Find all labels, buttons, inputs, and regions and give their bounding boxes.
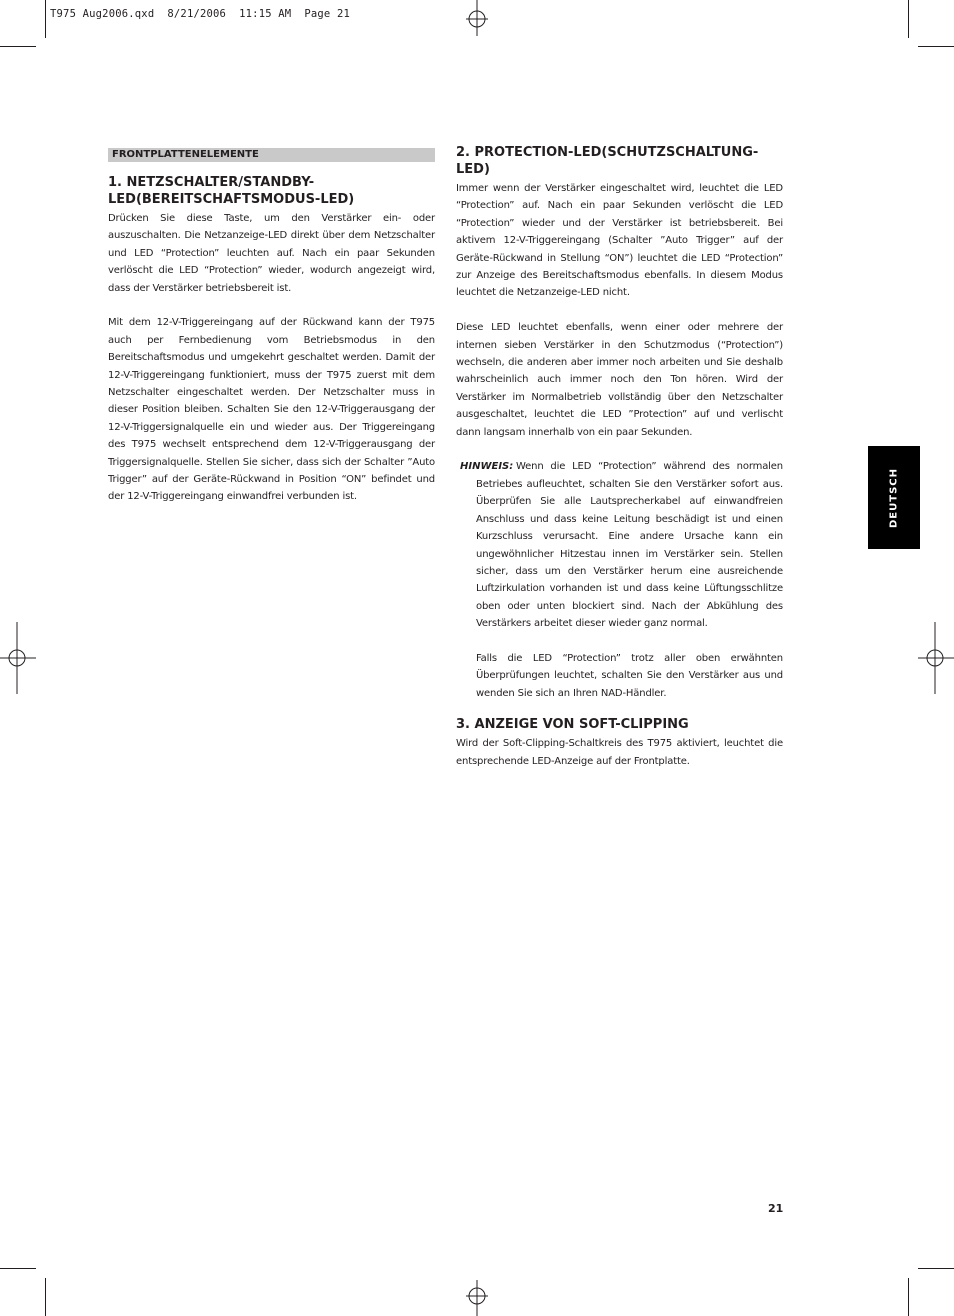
crop-mark-icon [918, 1268, 954, 1269]
note-paragraph [476, 458, 783, 632]
crop-mark-icon [0, 46, 36, 47]
note-paragraph: Falls die LED “Protection” trotz aller oben erwähnten Überprüfungen leuchtet, schalten Sie den Verstärker aus und wenden Sie sich an Ihren NAD-Händler. [476, 652, 783, 699]
left-column [108, 148, 435, 506]
crop-mark-icon [908, 1278, 909, 1316]
paragraph: Diese LED leuchtet ebenfalls, wenn einer oder mehrere der internen sieben Verstärker in den Schutzmodus (“Protection”) wechseln, die anderen aber immer noch arbeiten und Sie deshalb wahrscheinlich auch immer noch den Ton hören. Wird der Verstärker im Normalbetrieb vollständig über den Netzschalter ausgeschaltet, leuchtet die LED ”Protection” auf und verlischt dann langsam innerhalb von ein paar Sekunden. [456, 322, 783, 438]
heading-soft-clipping: 3. ANZEIGE VON SOFT-CLIPPING [456, 717, 689, 733]
registration-mark-icon [0, 622, 36, 694]
paragraph: Mit dem 12-V-Triggereingang auf der Rückwand kann der T975 auch per Fernbedienung vom Betriebsmodus in den Bereitschaftsmodus und umgekehrt geschaltet werden. Damit der 12-V-Triggereingang funktioniert, muss der T975 zuerst mit dem Netzschalter eingeschaltet werden. Der Netzschalter muss in dieser Position bleiben. Schalten Sie den 12-V-Triggerausgang der 12-V-Triggersignalquelle ein und wieder aus. Der Triggereingang des T975 wechselt entsprechend dem 12-V-Triggerausgang der Triggersignalquelle. Stellen Sie sicher, dass sich der Schalter ”Auto Trigger” auf der Geräte-Rückwand in Position “ON” befindet und der 12-V-Triggereingang einwandfrei verbunden ist. [108, 317, 435, 503]
slug-line: T975 Aug2006.qxd 8/21/2006 11:15 AM Page 21 [50, 8, 350, 20]
crop-mark-icon [45, 1278, 46, 1316]
paragraph: Drücken Sie diese Taste, um den Verstärker ein- oder auszuschalten. Die Netzanzeige-LED direkt über dem Netzschalter und LED “Protection” leuchten auf. Nach ein paar Sekunden verlöscht die LED “Protection” wieder, wodurch angezeigt wird, dass der Verstärker betriebsbereit ist. [108, 213, 435, 294]
heading-netzschalter: 1. NETZSCHALTER/STANDBY-LED(BEREITSCHAFTSMODUS-LED) [108, 175, 355, 207]
paragraph: Wird der Soft-Clipping-Schaltkreis des T975 aktiviert, leuchtet die entsprechende LED-Anzeige auf der Frontplatte. [456, 738, 783, 767]
note-label: HINWEIS: [460, 461, 514, 473]
crop-mark-icon [0, 1268, 36, 1269]
registration-mark-icon [466, 1280, 488, 1316]
note-block [456, 458, 783, 702]
registration-mark-icon [466, 0, 488, 36]
note-text: Wenn die LED “Protection” während des normalen Betriebes aufleuchtet, schalten Sie den Verstärker sofort aus. Überprüfen Sie alle Lautsprecherkabel auf einwandfreien Anschluss und dass keine Leitung beschädigt ist und einen Kurzschluss verursacht. Eine andere Ursache kann ein ungewöhnlicher Hitzestau innen im Verstärker sein. Stellen sicher, dass um den Verstärker herum eine ausreichende Luftzirkulation vorhanden ist und dass keine Lüftungsschlitze oben oder unten blockiert sind. Nach der Abkühlung des Verstärkers arbeitet dieser wieder ganz normal. [476, 461, 783, 630]
language-tab-label: DEUTSCH [888, 467, 900, 528]
section-header: FRONTPLATTENELEMENTE [108, 148, 435, 162]
heading-protection-led: 2. PROTECTION-LED(SCHUTZSCHALTUNG-LED) [456, 145, 759, 177]
crop-mark-icon [45, 0, 46, 38]
page-number: 21 [768, 1202, 784, 1215]
paragraph: Immer wenn der Verstärker eingeschaltet wird, leuchtet die LED “Protection” auf. Nach ein paar Sekunden verlöscht die LED “Protection” wieder und der Verstärker ist betriebsbereit. Bei aktivem 12-V-Triggereingang (Schalter ”Auto Trigger” auf der Geräte-Rückwand in Stellung “ON”) leuchtet die LED “Protection” zur Anzeige des Bereitschaftsmodus ebenfalls. In diesem Modus leuchtet die Netzanzeige-LED nicht. [456, 183, 783, 299]
crop-mark-icon [918, 46, 954, 47]
language-tab [868, 446, 920, 549]
right-column [456, 144, 783, 770]
registration-mark-icon [918, 622, 954, 694]
crop-mark-icon [908, 0, 909, 38]
